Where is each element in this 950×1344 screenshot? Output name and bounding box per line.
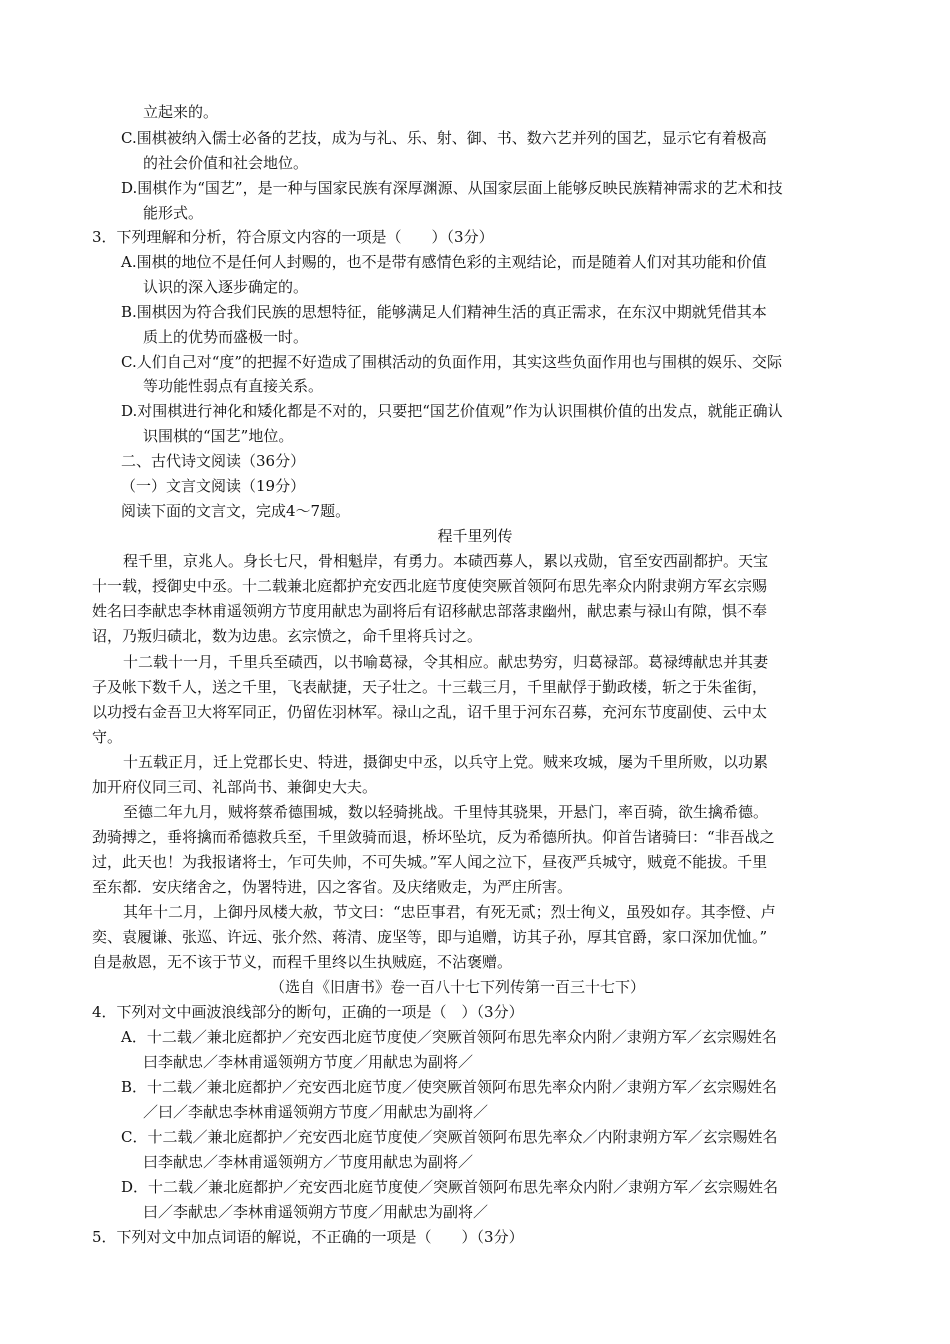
passage-line: 自是赦恩，无不该于节义，而程千里终以生执贼庭，不沾褒赠。 (92, 953, 513, 971)
option-c: C．十二载／兼北庭都护／充安西北庭节度使／突厥首领阿布思先率众／内附隶朔方军／玄宗赐姓名 (121, 1128, 778, 1146)
passage-line: 十一载，授御史中丞。十二载兼北庭都护充安西北庭节度使突厥首领阿布思先率众内附隶朔方军玄宗赐 (92, 577, 768, 595)
text-line: 质上的优势而盛极一时。 (143, 328, 309, 346)
source-citation: （选自《旧唐书》卷一百八十七下列传第一百三十七下） (270, 978, 646, 996)
option-b: B.围棋因为符合我们民族的思想特征，能够满足人们精神生活的真正需求，在东汉中期就凭借其本 (121, 303, 767, 321)
option-a: A．十二载／兼北庭都护／充安西北庭节度使／突厥首领阿布思先率众内附／隶朔方军／玄宗赐姓名 (121, 1028, 777, 1046)
option-c: C.围棋被纳入儒士必备的艺技，成为与礼、乐、射、御、书、数六艺并列的国艺，显示它有着极高 (121, 129, 767, 147)
text-line: 能形式。 (143, 204, 204, 222)
passage-line: 至德二年九月，贼将蔡希德围城，数以轻骑挑战。千里恃其骁果，开悬门，率百骑，欲生擒希德。 (123, 803, 769, 821)
passage-line: 奕、袁履谦、张巡、许远、张介然、蒋清、庞坚等，即与追赠，访其子孙，厚其官爵，家口深加优恤。” (92, 928, 768, 946)
question-3: 3．下列理解和分析，符合原文内容的一项是（ ）（3分） (92, 228, 494, 246)
passage-line: 以功授右金吾卫大将军同正，仍留佐羽林军。禄山之乱，诏千里于河东召募，充河东节度副使、云中太 (92, 703, 768, 721)
passage-line: 加开府仪同三司、礼部尚书、兼御史大夫。 (92, 778, 378, 796)
text-line: 等功能性弱点有直接关系。 (143, 377, 324, 395)
passage-line: 子及帐下数千人，送之千里，飞表献捷，天子壮之。十三载三月，千里献俘于勤政楼，斩之于朱雀街， (92, 678, 768, 696)
text-line: 立起来的。 (143, 103, 219, 121)
text-line: ／曰／李献忠李林甫遥领朔方节度／用献忠为副将／ (143, 1103, 489, 1121)
question-5: 5．下列对文中加点词语的解说，不正确的一项是（ ）（3分） (92, 1228, 524, 1246)
option-a: A.围棋的地位不是任何人封赐的，也不是带有感情色彩的主观结论，而是随着人们对其功能和价值 (121, 253, 767, 271)
passage-line: 劲骑搏之，垂将擒而希德救兵至，千里敛骑而退，桥坏坠坑，反为希德所执。仰首告诸骑曰：“非吾战之 (92, 828, 775, 846)
passage-line: 诏，乃叛归碛北，数为边患。玄宗愤之，命千里将兵讨之。 (92, 627, 483, 645)
text-line: 曰李献忠／李林甫遥领朔方／节度用献忠为副将／ (143, 1153, 474, 1171)
option-d: D.围棋作为“国艺”，是一种与国家民族有深厚渊源、从国家层面上能够反映民族精神需求的艺术和技 (121, 179, 783, 197)
passage-line: 十五载正月，迁上党郡长史、特进，摄御史中丞，以兵守上党。贼来攻城，屡为千里所败，以功累 (123, 753, 769, 771)
passage-line: 程千里，京兆人。身长七尺，骨相魁岸，有勇力。本碛西募人，累以戎勋，官至安西副都护。天宝 (123, 552, 769, 570)
option-d: D.对围棋进行神化和矮化都是不对的，只要把“国艺价值观”作为认识围棋价值的出发点，就能正确认 (121, 402, 783, 420)
text-line: 曰李献忠／李林甫遥领朔方节度／用献忠为副将／ (143, 1053, 474, 1071)
option-c: C.人们自己对“度”的把握不好造成了围棋活动的负面作用，其实这些负面作用也与围棋的娱乐、交际 (121, 353, 783, 371)
passage-line: 至东都．安庆绪舍之，伪署特进，囚之客省。及庆绪败走，为严庄所害。 (92, 878, 573, 896)
passage-line: 守。 (92, 728, 123, 746)
option-b: B．十二载／兼北庭都护／充安西北庭节度／使突厥首领阿布思先率众内附／隶朔方军／玄宗赐姓名 (121, 1078, 778, 1096)
text-line: 的社会价值和社会地位。 (143, 154, 309, 172)
passage-line: 其年十二月，上御丹凤楼大赦，节文曰：“忠臣事君，有死无贰；烈士徇义，虽殁如存。其李憕、卢 (123, 903, 776, 921)
option-d: D．十二载／兼北庭都护／充安西北庭节度使／突厥首领阿布思先率众内附／隶朔方军／玄宗赐姓名 (121, 1178, 779, 1196)
passage-line: 姓名曰李献忠李林甫遥领朔方节度用献忠为副将后有诏移献忠部落隶幽州，献忠素与禄山有隙，惧不奉 (92, 602, 768, 620)
text-line: 识围棋的“国艺”地位。 (143, 427, 294, 445)
subsection-heading: （一）文言文阅读（19分） (121, 477, 306, 495)
question-4: 4．下列对文中画波浪线部分的断句，正确的一项是（ ）（3分） (92, 1003, 524, 1021)
text-line: 认识的深入逐步确定的。 (143, 278, 309, 296)
text-line: 曰／李献忠／李林甫遥领朔方节度／用献忠为副将／ (143, 1203, 489, 1221)
passage-title: 程千里列传 (437, 527, 513, 545)
passage-line: 十二载十一月，千里兵至碛西，以书喻葛禄，令其相应。献忠势穷，归葛禄部。葛禄缚献忠并其妻 (123, 653, 769, 671)
instruction: 阅读下面的文言文，完成4～7题。 (121, 502, 351, 520)
passage-line: 过，此天也！为我报诸将士，乍可失帅，不可失城。”军人闻之泣下，昼夜严兵城守，贼竟不能拔。千里 (92, 853, 768, 871)
section-heading: 二、古代诗文阅读（36分） (121, 452, 306, 470)
